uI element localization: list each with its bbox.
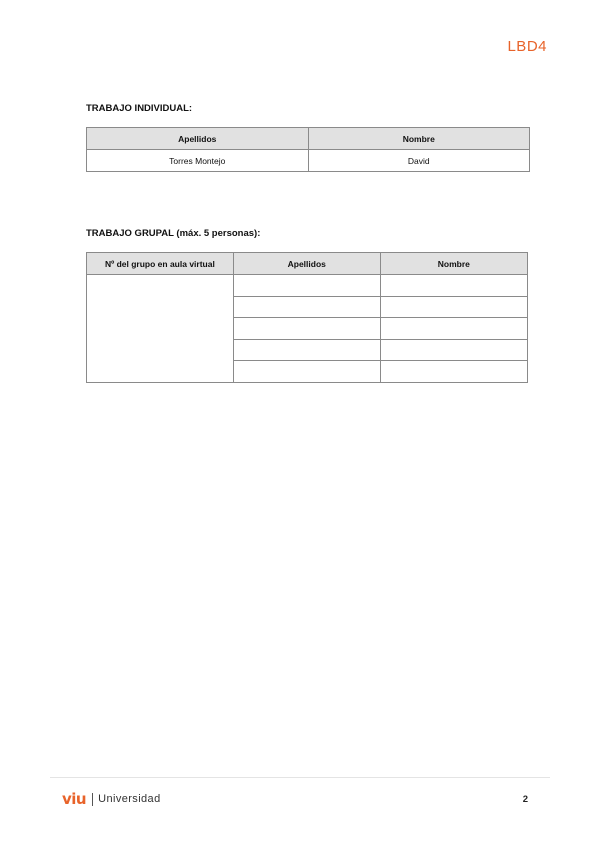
individual-table bbox=[86, 127, 530, 172]
nombre-cell[interactable] bbox=[380, 296, 527, 318]
page-number: 2 bbox=[522, 794, 528, 805]
group-table bbox=[86, 252, 528, 383]
table-header-row bbox=[87, 128, 530, 150]
apellidos-cell[interactable] bbox=[233, 361, 380, 383]
nombre-cell[interactable] bbox=[380, 318, 527, 340]
apellidos-cell[interactable] bbox=[233, 296, 380, 318]
course-code: LBD4 bbox=[507, 38, 547, 55]
nombre-cell[interactable] bbox=[380, 361, 527, 383]
individual-section-title: TRABAJO INDIVIDUAL: bbox=[86, 103, 193, 114]
apellidos-cell[interactable]: Torres Montejo bbox=[87, 150, 309, 172]
nombre-cell[interactable] bbox=[380, 339, 527, 361]
nombre-cell[interactable]: David bbox=[308, 150, 530, 172]
column-header-apellidos: Apellidos bbox=[87, 128, 309, 150]
viu-logo-mark: viu bbox=[62, 790, 87, 808]
university-logo bbox=[62, 790, 161, 808]
column-header-group-number: Nº del grupo en aula virtual bbox=[87, 253, 234, 275]
nombre-cell[interactable] bbox=[380, 275, 527, 297]
column-header-nombre: Nombre bbox=[380, 253, 527, 275]
group-number-cell[interactable] bbox=[87, 275, 234, 383]
table-header-row bbox=[87, 253, 528, 275]
footer-divider bbox=[50, 777, 550, 778]
table-row bbox=[87, 275, 528, 297]
column-header-apellidos: Apellidos bbox=[233, 253, 380, 275]
apellidos-cell[interactable] bbox=[233, 318, 380, 340]
apellidos-cell[interactable] bbox=[233, 275, 380, 297]
column-header-nombre: Nombre bbox=[308, 128, 530, 150]
table-row bbox=[87, 150, 530, 172]
group-section-title: TRABAJO GRUPAL (máx. 5 personas): bbox=[86, 228, 261, 239]
apellidos-cell[interactable] bbox=[233, 339, 380, 361]
logo-text: Universidad bbox=[98, 793, 161, 805]
logo-separator bbox=[92, 793, 93, 806]
